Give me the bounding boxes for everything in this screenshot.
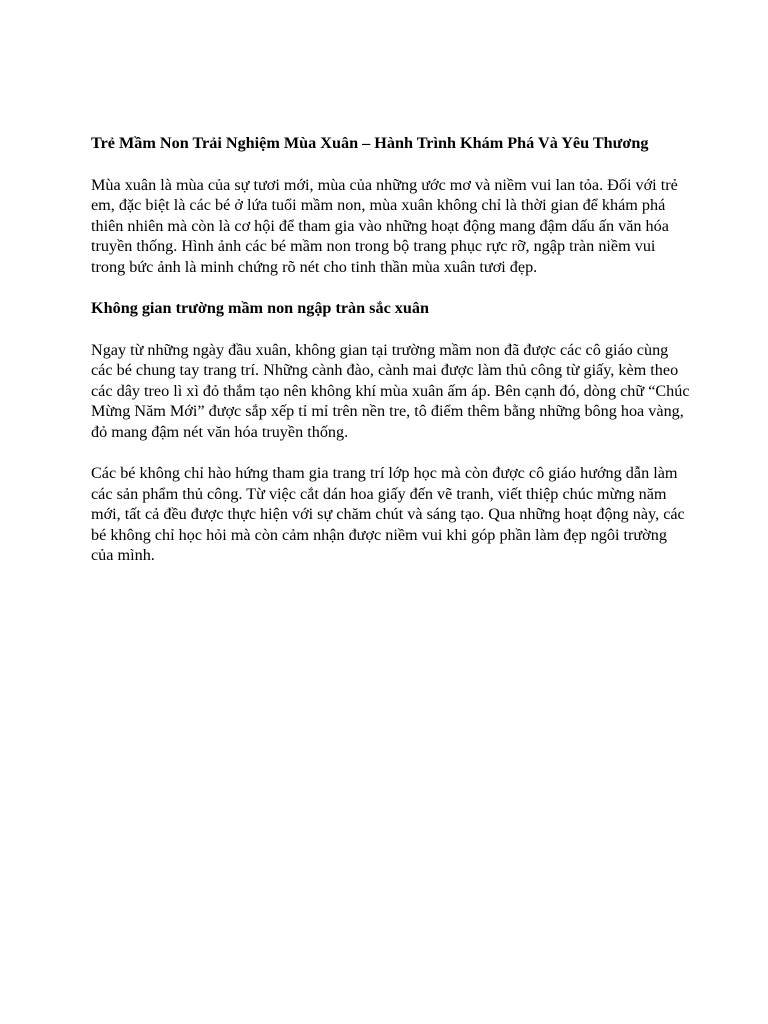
body-paragraph-1: Ngay từ những ngày đầu xuân, không gian tại trường mầm non đã được các cô giáo cùng các bé chung tay trang trí. Những cành đào, cành mai được làm thủ công từ giấy, kèm theo các dây treo lì xì đỏ thắm tạo nên không khí mùa xuân ấm áp. Bên cạnh đó, dòng chữ “Chúc Mừng Năm Mới” được sắp xếp tỉ mỉ trên nền tre, tô điểm thêm bằng những bông hoa vàng, đỏ mang đậm nét văn hóa truyền thống. — [91, 340, 690, 441]
section-heading: Không gian trường mầm non ngập tràn sắc xuân — [91, 299, 429, 317]
body-paragraph-2: Các bé không chỉ hào hứng tham gia trang trí lớp học mà còn được cô giáo hướng dẫn làm các sản phẩm thủ công. Từ việc cắt dán hoa giấy đến vẽ tranh, viết thiệp chúc mừng năm mới, tất cả đều được thực hiện với sự chăm chút và sáng tạo. Qua những hoạt động này, các bé không chỉ học hỏi mà còn cảm nhận được niềm vui khi góp phần làm đẹp ngôi trường của mình. — [91, 464, 685, 564]
document-body — [91, 133, 691, 587]
document-title: Trẻ Mầm Non Trải Nghiệm Mùa Xuân – Hành Trình Khám Phá Và Yêu Thương — [91, 134, 649, 152]
intro-paragraph: Mùa xuân là mùa của sự tươi mới, mùa của những ước mơ và niềm vui lan tỏa. Đối với trẻ em, đặc biệt là các bé ở lứa tuổi mầm non, mùa xuân không chỉ là thời gian để khám phá thiên nhiên mà còn là cơ hội để tham gia vào những hoạt động mang đậm dấu ấn văn hóa truyền thống. Hình ảnh các bé mầm non trong bộ trang phục rực rỡ, ngập tràn niềm vui trong bức ảnh là minh chứng rõ nét cho tinh thần mùa xuân tươi đẹp. — [91, 175, 678, 276]
